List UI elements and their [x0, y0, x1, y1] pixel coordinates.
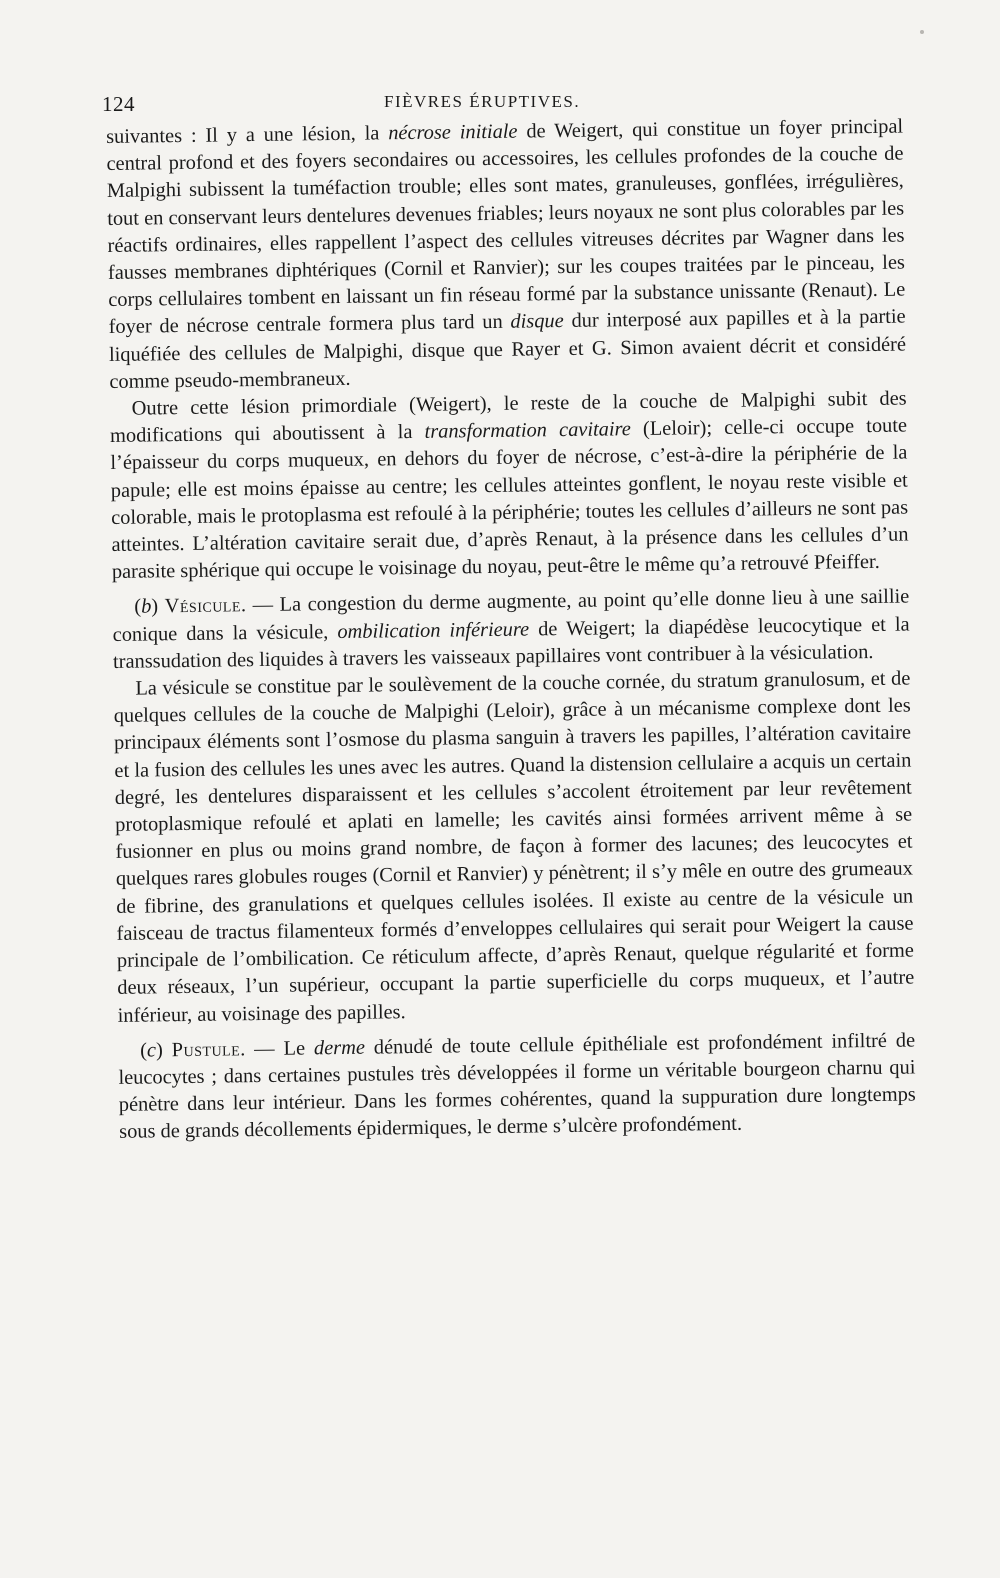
italic-run: b — [140, 595, 152, 619]
text-run: de Weigert; la diapédèse leucocytique et la transsudation des liquides à travers les vaisseaux papillaires vont contribuer à la vésiculation. — [112, 613, 910, 673]
section-heading: Vésicule — [164, 594, 242, 618]
body-text — [106, 114, 916, 1147]
italic-run: c — [146, 1039, 157, 1062]
text-run: . — Le — [240, 1037, 315, 1061]
text-run: ) — [151, 595, 165, 618]
text-run: Outre cette lésion primordiale (Weigert), le reste de la couche de Malpighi subit des modifications qui aboutissent à la — [109, 387, 907, 448]
italic-run: nécrose initiale — [388, 120, 518, 145]
text-run: suivantes : Il y a une lésion, la — [106, 122, 389, 148]
paragraph-4 — [113, 666, 915, 1030]
paper-speck — [920, 30, 924, 34]
paragraph-5-pustule — [118, 1027, 916, 1146]
text-run: ( — [134, 596, 142, 619]
italic-run: derme — [313, 1036, 366, 1060]
paragraph-2 — [110, 386, 909, 587]
text-run: dénudé de toute cellule épithéliale est profondément infiltré de leucocytes ; dans certaines pustules très développées il forme un véritable bourgeon charnu qui pénètre dans leur intérieur. Dans les formes cohérentes, quand la suppuration dure longtemps sous de grands décollements épidermiques, le derme s’ulcère profondément. — [118, 1029, 916, 1144]
text-run: . — La congestion du derme augmente, au point qu’elle donne lieu à une saillie conique dans la vésicule, — [112, 585, 910, 646]
text-run: dur interposé aux papilles et à la partie liquéfiée des cellules de Malpighi, disque que Rayer et G. Simon avaient décrit et considéré comme pseudo-membraneux. — [108, 305, 907, 393]
italic-run: transformation cavitaire — [424, 418, 631, 444]
page-number: 124 — [102, 92, 135, 116]
italic-run: disque — [510, 310, 564, 334]
paragraph-1 — [106, 114, 906, 396]
text-run: ) — [155, 1038, 172, 1062]
running-title: FIÈVRES ÉRUPTIVES. — [384, 92, 581, 111]
text-run: (Leloir); celle-ci occupe toute l’épaisseur du corps muqueux, en dehors du foyer de nécrose, c’est-à-dire la périphérie de la papule; elle est moins épaisse au centre; les cellules atteintes gonflent, le noyau reste visible et colorable, mais le protoplasma est refoulé à la périphérie; toutes les cellules d’ailleurs ne sont pas atteintes. L’altération cavitaire serait due, d’après Renaut, à la présence dans les cellules d’un parasite sphérique qui occupe le voisinage du noyau, peut-être le même qu’a retrouvé Pfeiffer. — [110, 414, 909, 584]
section-heading: Pustule — [171, 1038, 241, 1061]
text-run: ( — [139, 1039, 148, 1062]
italic-run: ombilication inférieure — [337, 618, 530, 643]
text-run: La vésicule se constitue par le soulèvement de la couche cornée, du stratum granulosum, et de quelques cellules de la couche de Malpighi (Leloir), grâce à un mécanisme complexe dont les principaux éléments sont l’osmose du plasma sanguin à travers les papilles, l’altération cavitaire et la fusion des cellules les unes avec les autres. Quand la distension cellulaire a acquis un certain degré, les dentelures disparaissent et les cellules s’accolent étroitement par leur revêtement protoplasmique refoulé et aplati en lamelle; les cavités ainsi formées arrivent même à se fusionner en plus ou moins grand nombre, de façon à former des lacunes; des leucocytes et quelques rares globules rouges (Cornil et Ranvier) y pénètrent; il s’y mêle en outre des grumeaux de fibrine, des granulations et quelques cellules isolées. Il existe au centre de la vésicule un faisceau de tractus filamenteux formés d’enveloppes cellulaires qui serait pour Weigert la cause principale de l’ombilication. Ce réticulum affecte, d’après Renaut, quelque régularité et forme deux réseaux, l’un supérieur, occupant la partie superficielle du corps muqueux, et l’autre inférieur, au voisinage des papilles. — [113, 667, 915, 1027]
paragraph-3-vesicule — [112, 584, 910, 676]
text-run: de Weigert, qui constitue un foyer principal central profond et des foyers secondaires ou accessoires, les cellules profondes de la couche de Malpighi subissent la tuméfaction trouble; elles sont mates, granuleuses, gonflées, irrégulières, tout en conservant leurs dentelures devenues friables; leurs noyaux ne sont plus colorables par les réactifs ordinaires, elles rappellent l’aspect des cellules vitreuses décrites par Wagner dans les fausses membranes diphtériques (Cornil et Ranvier); sur les coupes traitées par le pinceau, les corps cellulaires tombent en laissant un fin réseau formé par la substance unissante (Renaut). Le foyer de nécrose centrale formera plus tard un — [106, 115, 906, 339]
